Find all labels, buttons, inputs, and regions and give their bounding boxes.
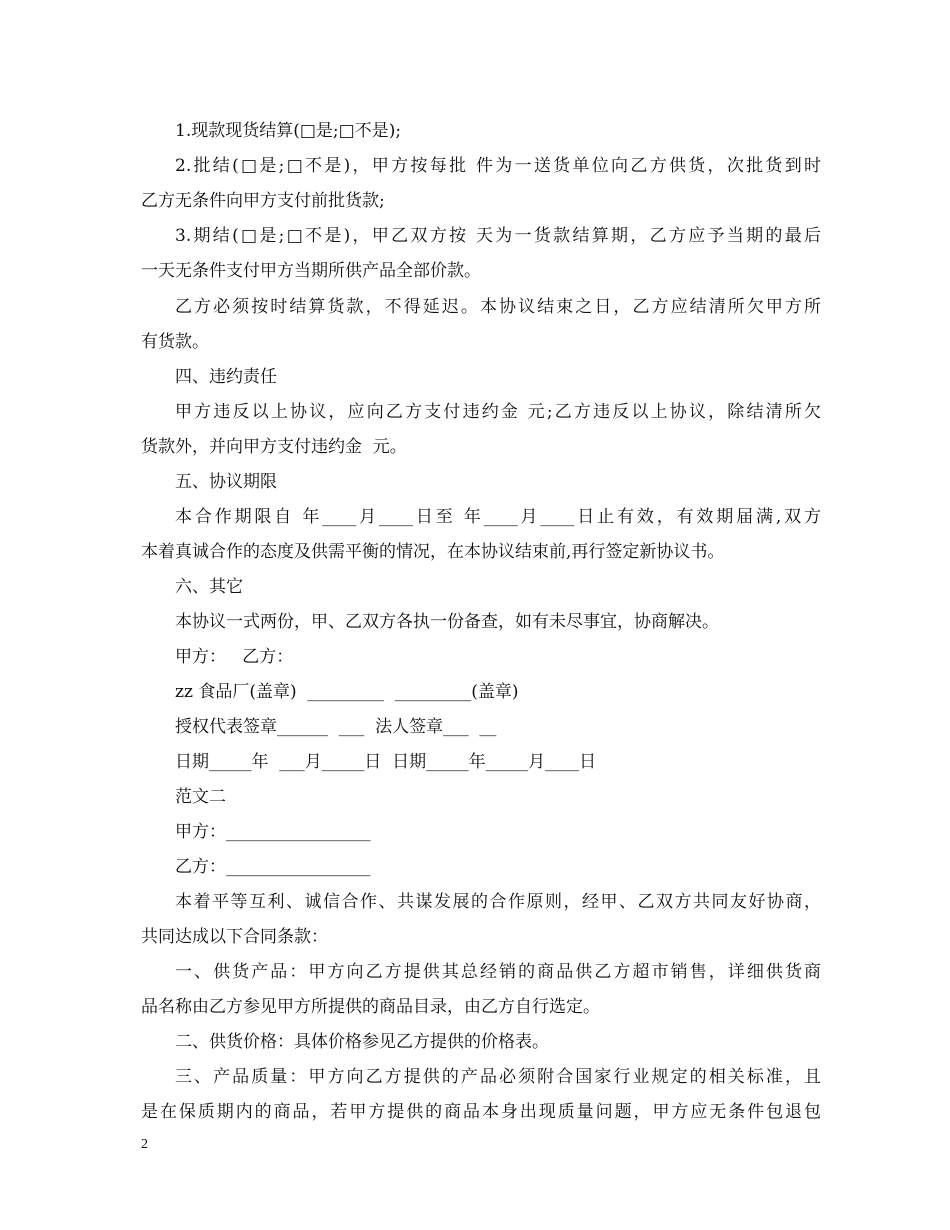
text-line: 甲方违反以上协议，应向乙方支付违约金 元;乙方违反以上协议，除结清所欠 bbox=[175, 402, 821, 422]
signature-rep-line: 授权代表签章______ ___ 法人签章___ __ bbox=[175, 717, 497, 737]
signature-parties: 甲方： 乙方： bbox=[175, 647, 294, 667]
section-heading: 五、协议期限 bbox=[175, 472, 277, 492]
text-line: 共同达成以下合同条款： bbox=[141, 927, 328, 947]
text-line: 3.期结(□是;□不是)，甲乙双方按 天为一货款结算期，乙方应予当期的最后 bbox=[175, 226, 821, 246]
text-line: 有货款。 bbox=[141, 332, 209, 352]
text-line: 本着平等互利、诚信合作、共谋发展的合作原则，经甲、乙双方共同友好协商， bbox=[175, 892, 821, 912]
section-heading: 六、其它 bbox=[175, 577, 243, 597]
text-line: 本协议一式两份，甲、乙双方各执一份备查，如有未尽事宜，协商解决。 bbox=[175, 612, 719, 632]
text-line: 本合作期限自 年____月____日至 年____月____日止有效，有效期届满,双方 bbox=[175, 507, 821, 527]
section-heading: 四、违约责任 bbox=[175, 367, 277, 387]
party-b-field: 乙方：_________________ bbox=[175, 857, 371, 877]
text-line: 三、产品质量：甲方向乙方提供的产品必须附合国家行业规定的相关标准，且 bbox=[175, 1067, 821, 1087]
party-a-field: 甲方：_________________ bbox=[175, 822, 371, 842]
text-line: 一天无条件支付甲方当期所供产品全部价款。 bbox=[141, 261, 481, 281]
text-line: 1.现款现货结算(□是;□不是); bbox=[175, 121, 402, 141]
text-line: 2.批结(□是;□不是)，甲方按每批 件为一送货单位向乙方供货，次批货到时 bbox=[175, 156, 821, 176]
text-line: 本着真诚合作的态度及供需平衡的情况，在本协议结束前,再行签定新协议书。 bbox=[141, 542, 725, 562]
page-number: 2 bbox=[141, 1137, 148, 1152]
text-line: 货款外，并向甲方支付违约金 元。 bbox=[141, 437, 407, 457]
text-line: 是在保质期内的商品，若甲方提供的商品本身出现质量问题，甲方应无条件包退包 bbox=[141, 1102, 821, 1122]
text-line: 乙方必须按时结算货款，不得延迟。本协议结束之日，乙方应结清所欠甲方所 bbox=[175, 297, 821, 317]
text-line: 二、供货价格：具体价格参见乙方提供的价格表。 bbox=[175, 1032, 549, 1052]
signature-seal-line: zz 食品厂(盖章) _________ _________(盖章) bbox=[175, 682, 519, 702]
section-heading: 范文二 bbox=[175, 787, 226, 807]
text-line: 乙方无条件向甲方支付前批货款; bbox=[141, 191, 385, 211]
signature-date-line: 日期_____年 ___月_____日 日期_____年_____月____日 bbox=[175, 752, 597, 772]
text-line: 品名称由乙方参见甲方所提供的商品目录，由乙方自行选定。 bbox=[141, 997, 600, 1017]
text-line: 一、供货产品：甲方向乙方提供其总经销的商品供乙方超市销售，详细供货商 bbox=[175, 962, 821, 982]
